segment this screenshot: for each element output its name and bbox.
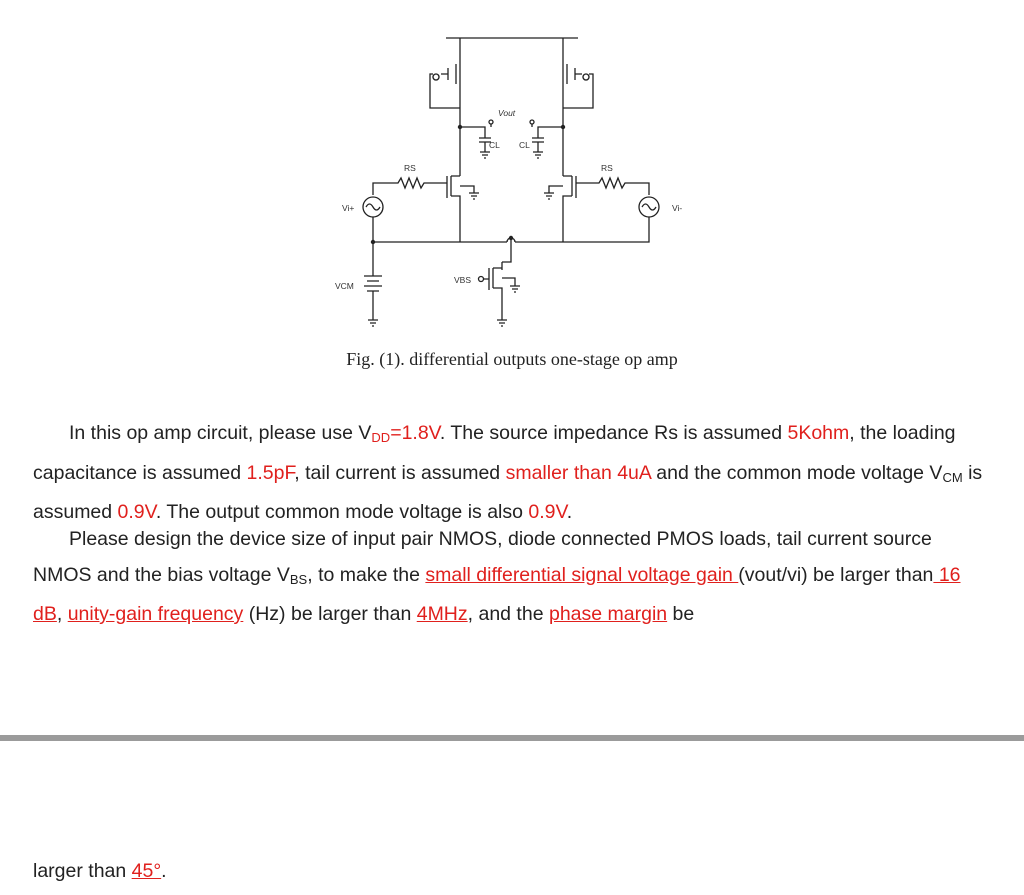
vbs-pin [479, 277, 484, 282]
vdd-value: $_{DD}$=1.8V [371, 422, 440, 445]
label-cl-right: CL [519, 140, 530, 150]
unity-gain-frequency-link[interactable]: unity-gain frequency [67, 603, 244, 625]
output-cm-value: 0.9V [528, 501, 567, 523]
vcm-source [364, 242, 382, 326]
rs-left [373, 178, 447, 195]
paragraph-design-goals: Please design the device size of input pair NMOS, diode connected PMOS loads, tail current source NMOS and the bias voltage $V_{BS}$, to make the small differential signal voltage gain (vout/vi) be larger than 16 dB, unity-gain frequency (Hz) be larger than 4MHz, and the phase margin be [33, 528, 961, 625]
label-rs-right: RS [601, 163, 613, 173]
label-vin-minus: Vi- [672, 203, 683, 213]
label-vbs: VBS [454, 275, 472, 285]
phase-margin-value: 45° [131, 860, 162, 882]
gain-value: 16 dB [33, 563, 961, 625]
paragraph-continuation: larger than 45°. [33, 860, 167, 882]
tail-current-value: smaller than 4uA [505, 461, 651, 484]
op-amp-schematic [0, 0, 1024, 345]
label-vcm: VCM [335, 281, 354, 291]
label-rs-left: RS [404, 163, 416, 173]
rs-value: 5Kohm [787, 422, 850, 444]
phase-margin-link[interactable]: phase margin [548, 603, 668, 625]
pmos-load-left [430, 38, 460, 127]
load-cap-left [460, 127, 491, 158]
vcm-value: 0.9V [117, 501, 156, 523]
gain-link[interactable]: small differential signal voltage gain [425, 563, 739, 586]
label-vout: Vout [498, 108, 516, 118]
load-cap-right [532, 127, 563, 158]
label-vin-plus: Vi+ [342, 203, 355, 213]
cl-value: 1.5pF [246, 461, 295, 484]
nmos-input-right [544, 168, 576, 242]
pmos-load-right [563, 38, 593, 127]
paragraph-specs: In this op amp circuit, please use $V_{DD}=1.8V$. The source impedance Rs is assumed 5Kohm, the loading capacitance is assumed 1.5pF, tail current is assumed smaller than 4uA and the common mode voltage $V_{CM}$ is assumed 0.9V. The output common mode voltage is also 0.9V. [33, 422, 983, 523]
ugf-value: 4MHz [416, 603, 468, 625]
nmos-input-left [447, 168, 479, 242]
figure-caption: Fig. (1). differential outputs one-stage op amp [346, 349, 678, 369]
nmos-tail [484, 262, 520, 320]
page-break-divider [0, 735, 1024, 741]
rs-right [576, 178, 649, 195]
label-cl-left: CL [489, 140, 500, 150]
